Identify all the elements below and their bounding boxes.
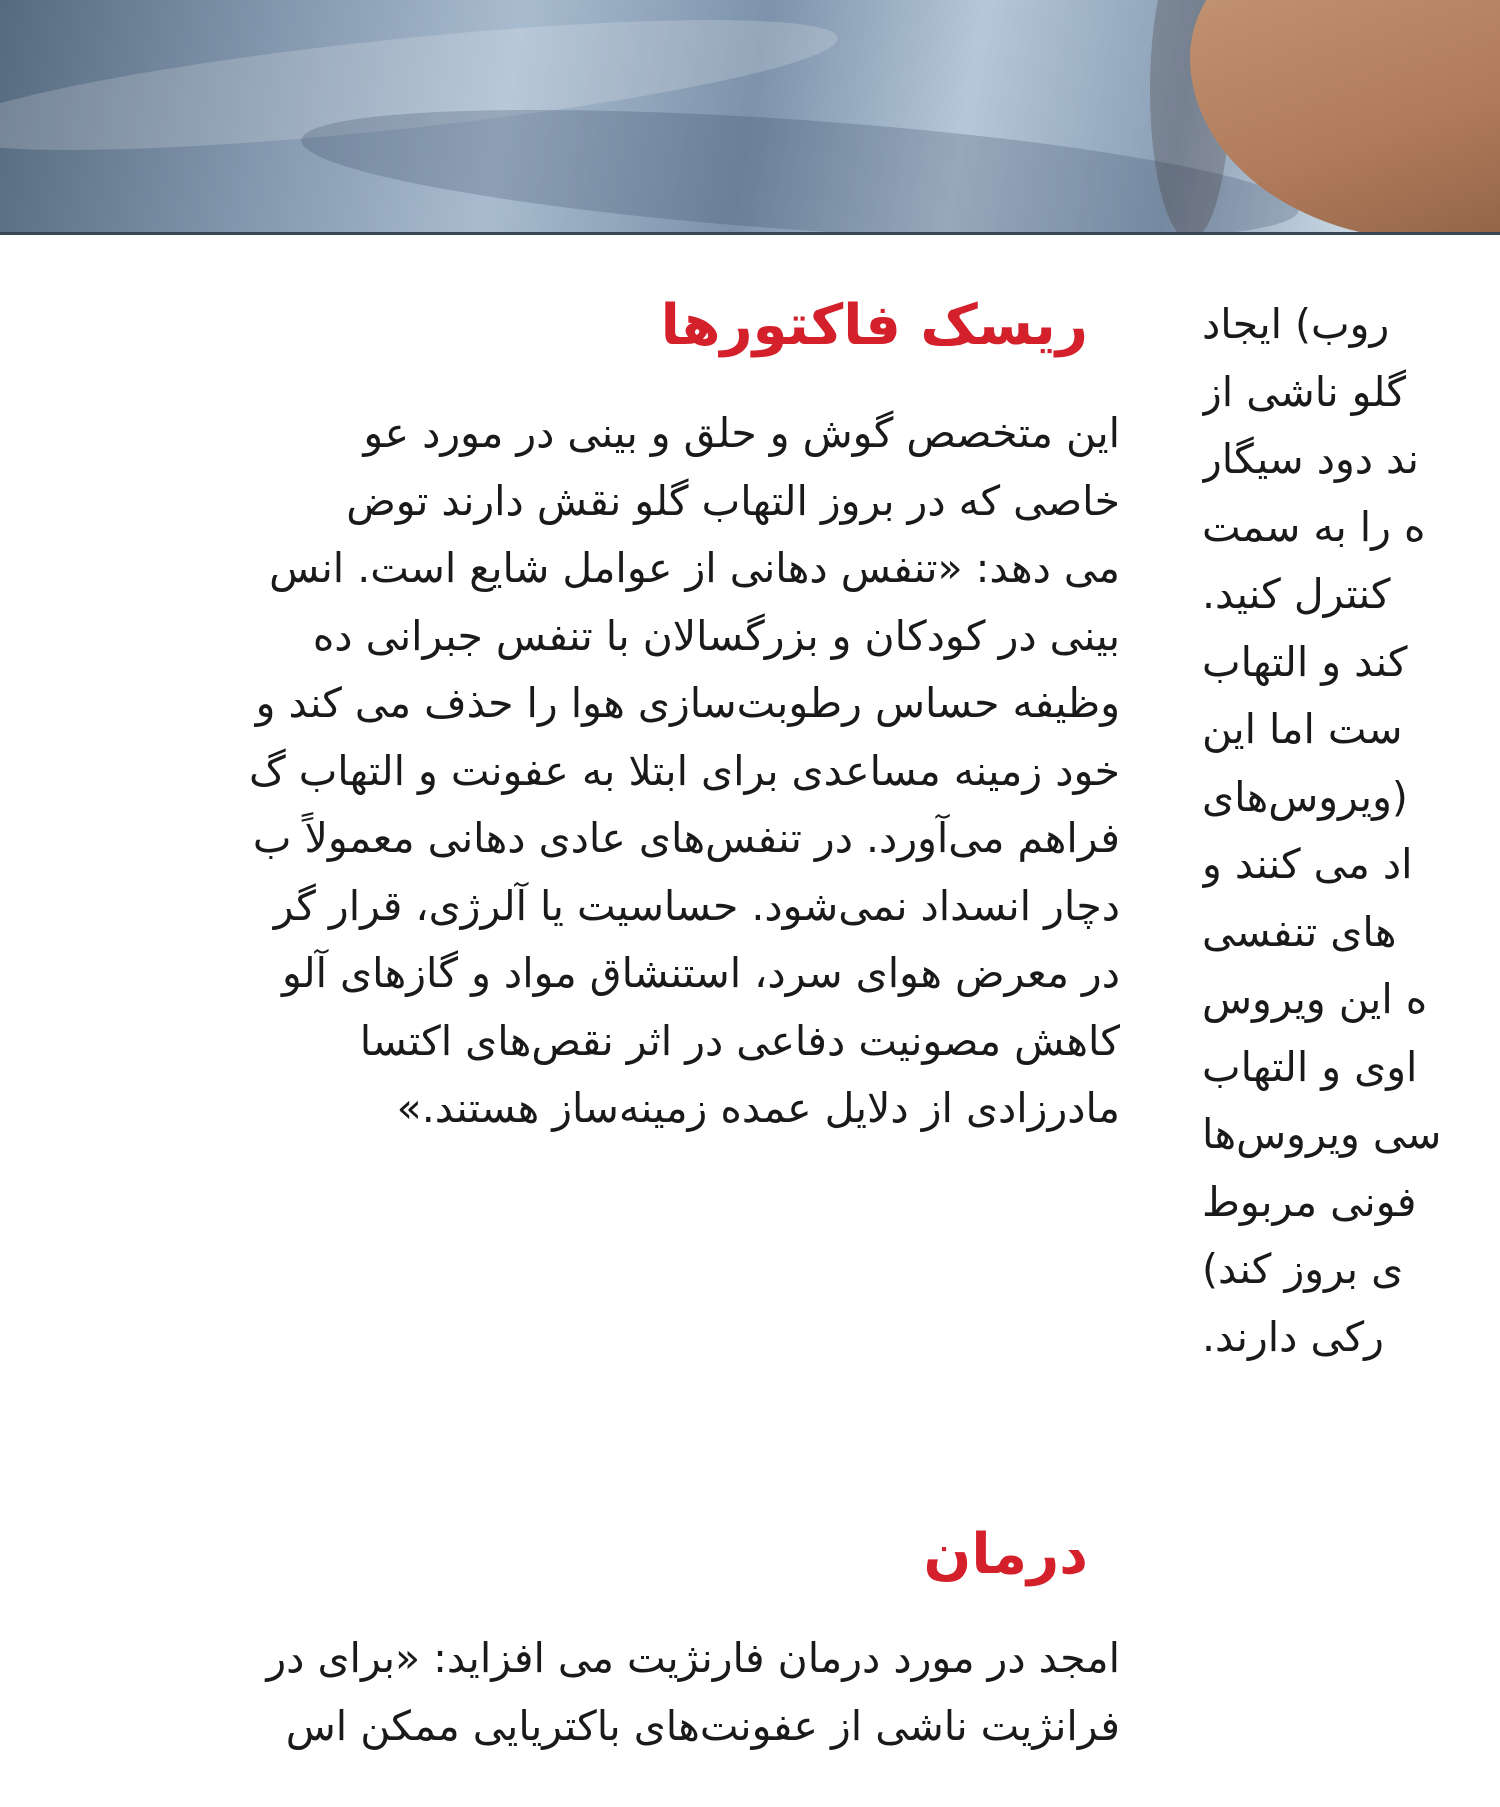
side-line: سی ویروس‌ها [1202, 1110, 1442, 1158]
paragraph-line: فرانژیت ناشی از عفونت‌های باکتریایی ممکن اس [285, 1701, 1120, 1750]
paragraph-line: خاصی که در بروز التهاب گلو نقش دارند توض [346, 476, 1120, 525]
side-line: گلو ناشی از [1202, 367, 1406, 416]
side-line: روب) ایجاد [1202, 300, 1390, 348]
main-column-clip [0, 380, 1120, 1807]
paragraph-line: این متخصص گوش و حلق و بینی در مورد عو [363, 409, 1120, 457]
side-line: های تنفسی [1202, 907, 1397, 956]
paragraph-line: در معرض هوای سرد، استنشاق مواد و گازهای آلو [281, 949, 1120, 997]
paragraph-line: امجد در مورد درمان فارنژیت می افزاید: «برای در [266, 1634, 1120, 1682]
side-line: کند و التهاب [1202, 637, 1408, 686]
paragraph-line: کاهش مصونیت دفاعی در اثر نقص‌های اکتسا [359, 1016, 1120, 1065]
header-photo [0, 0, 1500, 232]
heading-treatment: درمان [923, 1522, 1088, 1587]
photo-divider [0, 232, 1500, 235]
side-line: ی بروز کند) [1202, 1245, 1404, 1293]
paragraph-line: خود زمینه مساعدی برای ابتلا به عفونت و التهاب گ [248, 746, 1120, 795]
side-column [1202, 291, 1500, 1807]
paragraph-line: وظیفه حساس رطوبت‌سازی هوا را حذف می کند و [255, 679, 1120, 727]
side-line: کنترل کنید. [1202, 570, 1391, 618]
side-line: (ویروس‌های [1202, 772, 1408, 821]
side-line: ست اما این [1202, 705, 1403, 753]
side-line: ه را به سمت [1202, 502, 1426, 551]
main-column-risk-factors [249, 400, 1120, 1143]
paragraph-line: دچار انسداد نمی‌شود. حساسیت یا آلرژی، قرار گر [273, 881, 1120, 930]
paragraph-line: بینی در کودکان و بزرگسالان با تنفس جبرانی ده [312, 611, 1120, 660]
side-line: اد می کنند و [1202, 840, 1413, 888]
paragraph-line: مادرزادی از دلایل عمده زمینه‌ساز هستند.» [396, 1084, 1120, 1132]
side-line: اوی و التهاب [1202, 1042, 1418, 1091]
side-line: فونی مربوط [1202, 1177, 1417, 1226]
main-column-treatment [266, 1625, 1120, 1760]
side-line: ند دود سیگار [1202, 435, 1419, 483]
side-line: رکی دارند. [1202, 1312, 1384, 1361]
side-line: ه این ویروس [1202, 975, 1428, 1023]
heading-risk-factors: ریسک فاکتورها [660, 293, 1088, 358]
paragraph-line: فراهم می‌آورد. در تنفس‌های عادی دهانی معمولاً ب [252, 814, 1120, 862]
paragraph-line: می دهد: «تنفس دهانی از عوامل شایع است. انس [269, 544, 1120, 592]
